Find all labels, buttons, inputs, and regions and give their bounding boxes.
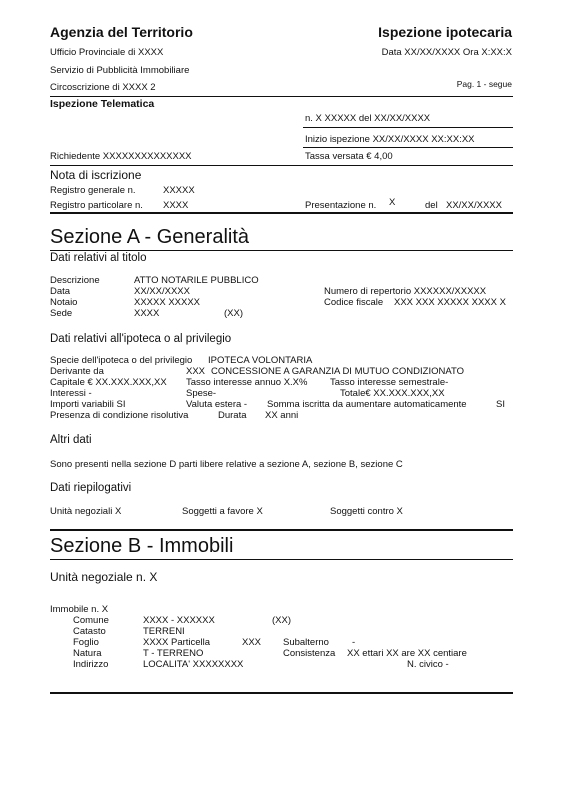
- notaio-label: Notaio: [50, 297, 78, 308]
- condizione-risolutiva: Presenza di condizione risolutiva: [50, 410, 189, 421]
- presentation-value: X: [389, 197, 396, 208]
- catasto-value: TERRENI: [143, 626, 185, 637]
- section-b-title: Sezione B - Immobili: [50, 535, 234, 557]
- reg-part-label: Registro particolare n.: [50, 200, 143, 211]
- consistenza-label: Consistenza: [283, 648, 336, 659]
- specie-label: Specie dell'ipoteca o del privilegio: [50, 355, 193, 366]
- reg-gen-value: XXXXX: [163, 185, 195, 196]
- totale: Totale€ XX.XXX.XXX,XX: [340, 388, 445, 399]
- soggetti-contro: Soggetti contro X: [330, 506, 403, 517]
- sede-label: Sede: [50, 308, 73, 319]
- consistenza-value: XX ettari XX are XX centiare: [347, 648, 467, 659]
- office: Ufficio Provinciale di XXXX: [50, 47, 164, 58]
- specie-value: IPOTECA VOLONTARIA: [208, 355, 313, 366]
- divider: [50, 559, 513, 560]
- descrizione-value: ATTO NOTARILE PUBBLICO: [134, 275, 259, 286]
- natura-value: T - TERRENO: [143, 648, 204, 659]
- fee: Tassa versata € 4,00: [305, 151, 393, 162]
- data-value: XX/XX/XXXX: [134, 286, 190, 297]
- notaio-value: XXXXX XXXXX: [134, 297, 201, 308]
- durata-value: XX anni: [265, 410, 299, 421]
- repertorio: Numero di repertorio XXXXXX/XXXXX: [324, 286, 487, 297]
- natura-label: Natura: [73, 648, 102, 659]
- derivante-value: CONCESSIONE A GARANZIA DI MUTUO CONDIZIONATO: [211, 366, 465, 377]
- sede-value: XXXX: [134, 308, 160, 319]
- subalterno-value: -: [352, 637, 356, 648]
- divider: [50, 96, 513, 97]
- durata-label: Durata: [218, 410, 247, 421]
- soggetti-favore: Soggetti a favore X: [182, 506, 263, 517]
- civico: N. civico -: [407, 659, 449, 670]
- somma-iscritta: Somma iscritta da aumentare automaticamente: [267, 399, 467, 410]
- derivante-label: Derivante da: [50, 366, 104, 377]
- section-a-title: Sezione A - Generalità: [50, 226, 250, 248]
- somma-iscritta-value: SI: [496, 399, 505, 410]
- spese: Spese-: [186, 388, 217, 399]
- ipoteca-heading: Dati relativi all'ipoteca o al privilegio: [50, 333, 232, 345]
- tasso-annuo: Tasso interesse annuo X.X%: [186, 377, 308, 388]
- divider: [50, 250, 513, 251]
- divider: [50, 165, 513, 166]
- altri-text: Sono presenti nella sezione D parti libere relative a sezione A, sezione B, sezione C: [50, 459, 403, 470]
- altri-heading: Altri dati: [50, 434, 92, 446]
- titolo-heading: Dati relativi al titolo: [50, 252, 147, 264]
- del-value: XX/XX/XXXX: [446, 200, 502, 211]
- nota-title: Nota di iscrizione: [50, 168, 142, 182]
- importi-variabili: Importi variabili SI: [50, 399, 126, 410]
- telematic-label: Ispezione Telematica: [50, 98, 155, 110]
- codice-fiscale-value: XXX XXX XXXXX XXXX X: [394, 297, 506, 308]
- presentation-label: Presentazione n.: [305, 200, 377, 211]
- codice-fiscale-label: Codice fiscale: [324, 297, 384, 308]
- unita-heading: Unità negoziale n. X: [50, 570, 158, 584]
- comune-value: XXXX - XXXXXX: [143, 615, 215, 626]
- page-number: Pag. 1 - segue: [456, 79, 512, 89]
- comune-label: Comune: [73, 615, 109, 626]
- divider: [50, 692, 513, 694]
- request-number: n. X XXXXX del XX/XX/XXXX: [305, 113, 431, 124]
- applicant: Richiedente XXXXXXXXXXXXXX: [50, 151, 192, 162]
- sede-province: (XX): [224, 308, 243, 319]
- derivante-code: XXX: [186, 366, 206, 377]
- divider: [50, 212, 513, 214]
- riepilogo-heading: Dati riepilogativi: [50, 482, 132, 494]
- reg-part-value: XXXX: [163, 200, 189, 211]
- interessi: Interessi -: [50, 388, 92, 399]
- indirizzo-value: LOCALITA' XXXXXXXX: [143, 659, 244, 670]
- immobile-number: Immobile n. X: [50, 604, 109, 615]
- foglio-label: Foglio: [73, 637, 99, 648]
- divider: [303, 147, 513, 148]
- capitale: Capitale € XX.XXX.XXX,XX: [50, 377, 167, 388]
- document-title: Ispezione ipotecaria: [378, 24, 512, 40]
- del-label: del: [425, 200, 438, 211]
- divider: [50, 529, 513, 531]
- date-time: Data XX/XX/XXXX Ora X:XX:X: [381, 47, 512, 58]
- tasso-semestrale: Tasso interesse semestrale-: [330, 377, 449, 388]
- district: Circoscrizione di XXXX 2: [50, 82, 156, 93]
- comune-province: (XX): [272, 615, 291, 626]
- inspection-start: Inizio ispezione XX/XX/XXXX XX:XX:XX: [305, 134, 475, 145]
- service: Servizio di Pubblicità Immobiliare: [50, 65, 190, 76]
- divider: [303, 127, 513, 128]
- subalterno-label: Subalterno: [283, 637, 329, 648]
- unita-negoziali: Unità negoziali X: [50, 506, 122, 517]
- indirizzo-label: Indirizzo: [73, 659, 109, 670]
- agency-name: Agenzia del Territorio: [50, 24, 193, 40]
- foglio-value: XXXX Particella: [143, 637, 211, 648]
- valuta-estera: Valuta estera -: [186, 399, 248, 410]
- catasto-label: Catasto: [73, 626, 106, 637]
- data-label: Data: [50, 286, 71, 297]
- particella-value: XXX: [242, 637, 262, 648]
- descrizione-label: Descrizione: [50, 275, 100, 286]
- reg-gen-label: Registro generale n.: [50, 185, 136, 196]
